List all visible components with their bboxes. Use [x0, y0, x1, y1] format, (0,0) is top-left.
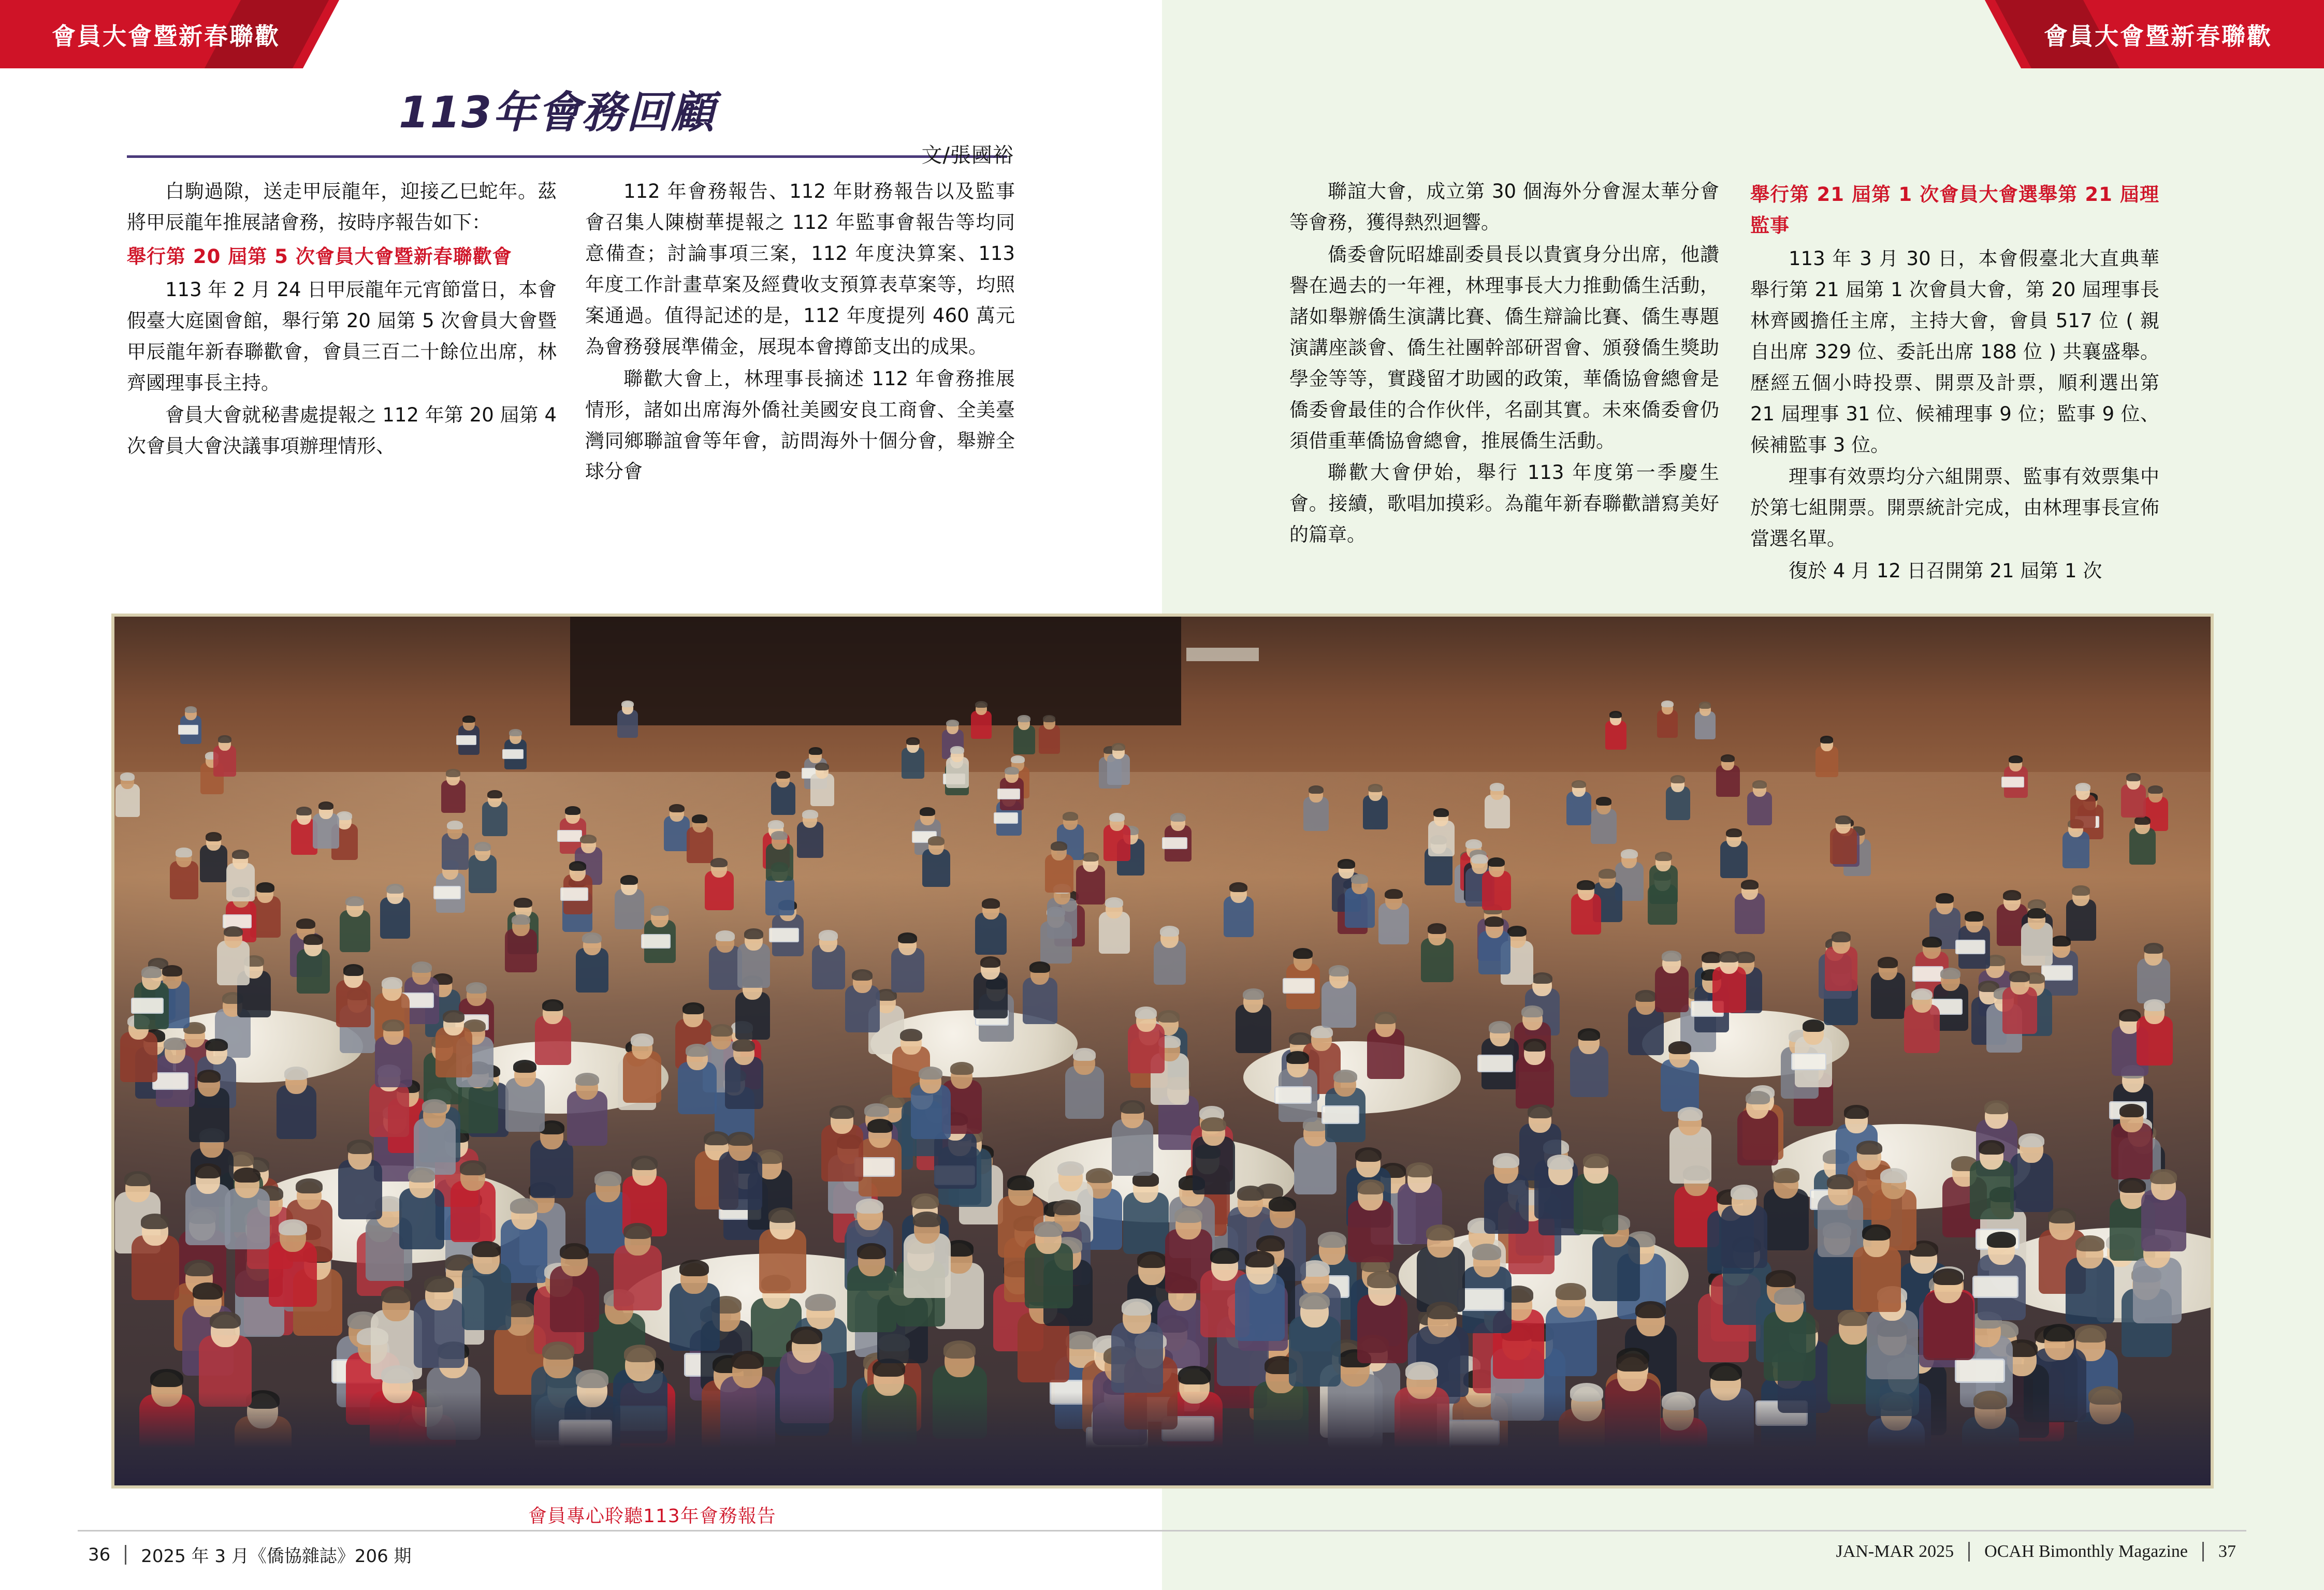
photo-carpet — [114, 1392, 2211, 1485]
text-column-4 — [1750, 176, 2159, 588]
paragraph: 聯誼大會，成立第 30 個海外分會渥太華分會等會務，獲得熱烈迴響。 — [1289, 180, 1719, 234]
footer-issue-left: 2025 年 3 月《僑協雜誌》206 期 — [141, 1546, 412, 1567]
footer-separator-left — [125, 1545, 126, 1565]
page-number-right: 37 — [2218, 1542, 2236, 1561]
event-photograph — [111, 614, 2214, 1489]
photo-caption: 會員專心聆聽113年會務報告 — [528, 1506, 776, 1527]
photo-canvas — [114, 617, 2211, 1485]
paragraph: 113 年 2 月 24 日甲辰龍年元宵節當日，本會假臺大庭園會館，舉行第 20 屆第 5 次會員大會暨甲辰龍年新春聯歡會，會員三百二十餘位出席，林齊國理事長主持。 — [127, 278, 557, 394]
headline-rule — [127, 155, 1007, 158]
section-subheading: 舉行第 21 屆第 1 次會員大會選舉第 21 屆理監事 — [1750, 183, 2159, 237]
paragraph: 白駒過隙，送走甲辰龍年，迎接乙巳蛇年。茲將甲辰龍年推展諸會務，按時序報告如下： — [127, 180, 557, 234]
footer-magazine-title: OCAH Bimonthly Magazine — [1984, 1542, 2188, 1561]
paragraph: 僑委會阮昭雄副委員長以貴賓身分出席，他讚譽在過去的一年裡，林理事長大力推動僑生活動，諸如舉辦僑生演講比賽、僑生辯論比賽、僑生專題演講座談會、僑生社團幹部研習會、頒發僑生獎助學金等等，實踐留才助國的政策，華僑協會總會是僑委會最佳的合作伙伴，名副其實。未來僑委會仍須借重華僑協會總會，推展僑生活動。 — [1289, 243, 1719, 452]
paragraph: 理事有效票均分六組開票、監事有效票集中於第七組開票。開票統計完成，由林理事長宣佈當選名單。 — [1750, 465, 2159, 550]
running-head-right-label: 會員大會暨新春聯歡 — [2044, 22, 2272, 50]
running-head-left-label: 會員大會暨新春聯歡 — [52, 22, 280, 50]
footer-separator-right-1 — [1968, 1542, 1970, 1562]
footer-left — [88, 1542, 412, 1567]
photo-crowd — [114, 617, 2211, 1485]
paragraph: 復於 4 月 12 日召開第 21 屆第 1 次 — [1789, 560, 2102, 582]
paragraph: 聯歡大會伊始，舉行 113 年度第一季慶生會。接續，歌唱加摸彩。為龍年新春聯歡譜寫美好的篇章。 — [1289, 461, 1719, 546]
text-column-1 — [127, 176, 557, 462]
running-head-left — [0, 0, 839, 68]
paragraph: 112 年會務報告、112 年財務報告以及監事會召集人陳樹華提報之 112 年監事會報告等均同意備查；討論事項三案，112 年度決算案、113 年度工作計畫草案及經費收支預算表草案等，均照案通過。值得記述的是，112 年度提列 460 萬元為會務發展準備金，展現本會撙節支出的成果。 — [585, 180, 1015, 358]
footer-divider — [78, 1530, 2246, 1531]
paragraph: 會員大會就秘書處提報之 112 年第 20 屆第 4 次會員大會決議事項辦理情形、 — [127, 403, 557, 457]
footer-right — [1836, 1542, 2236, 1562]
running-head-right — [1485, 0, 2324, 68]
footer-issue-date: JAN-MAR 2025 — [1836, 1542, 1954, 1561]
page-number-left: 36 — [88, 1544, 111, 1565]
footer-separator-right-2 — [2202, 1542, 2204, 1562]
paragraph: 113 年 3 月 30 日，本會假臺北大直典華舉行第 21 屆第 1 次會員大會，第 20 屆理事長林齊國擔任主席，主持大會，會員 517 位 ( 親自出席 329 位、委託出席 188 位 ) 共襄盛舉。歷經五個小時投票、開票及計票，順利選出第 21 屆理事 31 位、候補理事 9 位；監事 9 位、候補監事 3 位。 — [1750, 247, 2159, 456]
section-subheading: 舉行第 20 屆第 5 次會員大會暨新春聯歡會 — [127, 245, 512, 268]
article-headline: 113年會務回顧 — [399, 87, 716, 138]
paragraph: 聯歡大會上，林理事長摘述 112 年會務推展情形，諸如出席海外僑社美國安良工商會、全美臺灣同鄉聯誼會等年會，訪問海外十個分會，舉辦全球分會 — [585, 367, 1015, 483]
text-column-2 — [585, 176, 1015, 488]
article-byline: 文/張國裕 — [921, 143, 1014, 167]
text-column-3 — [1289, 176, 1719, 551]
